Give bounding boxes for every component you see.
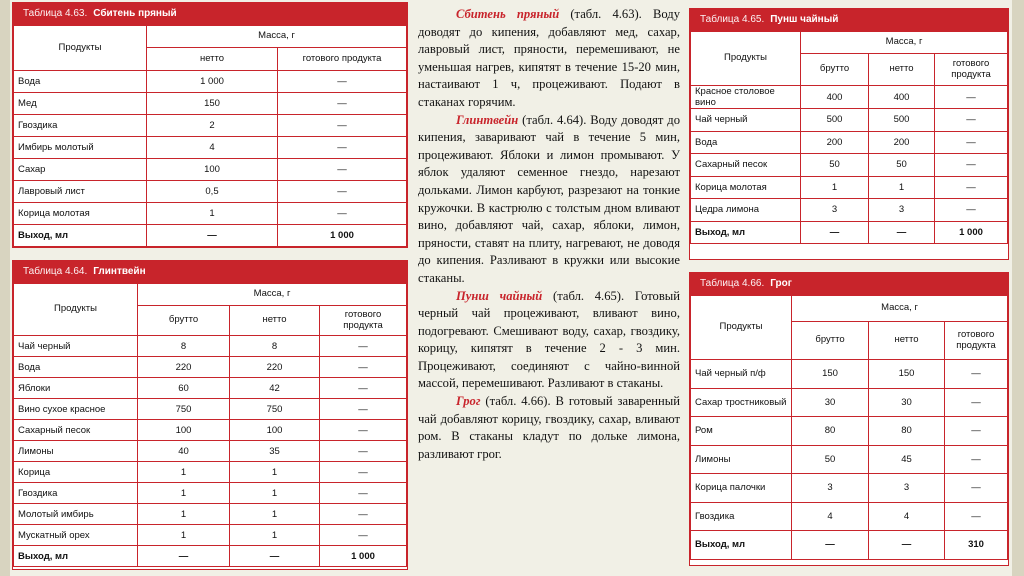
value-cell: 3 [869, 199, 935, 222]
value-cell: 310 [945, 531, 1008, 560]
value-cell: 42 [230, 378, 320, 399]
product-cell: Корица молотая [14, 203, 147, 225]
table-row [691, 199, 1008, 222]
product-cell: Ром [691, 417, 792, 446]
table-row [14, 137, 407, 159]
table-header [13, 261, 407, 283]
col-header: нетто [869, 54, 935, 86]
left-decor-stripe [0, 0, 10, 576]
table-number: Таблица 4.65. [700, 14, 765, 25]
product-cell: Лимоны [14, 441, 138, 462]
value-cell: — [869, 531, 945, 560]
col-header: брутто [801, 54, 869, 86]
value-cell: — [935, 176, 1008, 199]
table-row [691, 109, 1008, 132]
value-cell: 40 [138, 441, 230, 462]
value-cell: 4 [869, 502, 945, 531]
table-row [691, 176, 1008, 199]
table-row [14, 483, 407, 504]
value-cell: 200 [869, 131, 935, 154]
recipe-table [13, 283, 407, 567]
value-cell: — [278, 115, 407, 137]
value-cell: 1 000 [147, 71, 278, 93]
value-cell: 100 [147, 159, 278, 181]
table-row [14, 181, 407, 203]
value-cell: — [935, 86, 1008, 109]
product-cell: Сахарный песок [691, 154, 801, 177]
value-cell: 500 [801, 109, 869, 132]
table-row [14, 399, 407, 420]
mass-header: Масса, г [801, 32, 1008, 54]
table-number: Таблица 4.64. [23, 266, 88, 277]
recipe-title: Пунш чайный [456, 288, 543, 303]
value-cell: 50 [801, 154, 869, 177]
product-cell: Яблоки [14, 378, 138, 399]
recipe-paragraph [418, 393, 680, 463]
recipe-paragraph [418, 6, 680, 112]
value-cell: 8 [138, 336, 230, 357]
col-header: нетто [869, 322, 945, 360]
table-4-64 [12, 260, 408, 570]
table-number: Таблица 4.63. [23, 8, 88, 19]
value-cell: — [147, 225, 278, 247]
col-header: готового продукта [945, 322, 1008, 360]
value-cell: 400 [869, 86, 935, 109]
product-cell: Корица молотая [691, 176, 801, 199]
product-cell: Мускатный орех [14, 525, 138, 546]
table-header [690, 273, 1008, 295]
table-4-66 [689, 272, 1009, 566]
products-header: Продукты [14, 26, 147, 71]
value-cell: 3 [869, 474, 945, 503]
table-row [691, 154, 1008, 177]
value-cell: 220 [230, 357, 320, 378]
table-row [14, 115, 407, 137]
value-cell: — [945, 388, 1008, 417]
value-cell: — [320, 420, 407, 441]
value-cell: 50 [792, 445, 869, 474]
value-cell: 150 [147, 93, 278, 115]
value-cell: 1 [230, 483, 320, 504]
products-header: Продукты [14, 284, 138, 336]
table-row [691, 86, 1008, 109]
table-row [14, 71, 407, 93]
product-cell: Гвоздика [691, 502, 792, 531]
value-cell: 1 [230, 462, 320, 483]
value-cell: 2 [147, 115, 278, 137]
table-row [691, 531, 1008, 560]
value-cell: 400 [801, 86, 869, 109]
product-cell: Имбирь молотый [14, 137, 147, 159]
table-row [691, 131, 1008, 154]
value-cell: 1 [869, 176, 935, 199]
value-cell: 1 [138, 462, 230, 483]
value-cell: — [320, 525, 407, 546]
value-cell: — [278, 71, 407, 93]
value-cell: 3 [801, 199, 869, 222]
products-header: Продукты [691, 32, 801, 86]
value-cell: 50 [869, 154, 935, 177]
product-cell: Цедра лимона [691, 199, 801, 222]
recipe-table [13, 25, 407, 247]
table-row [14, 504, 407, 525]
recipe-body: (табл. 4.63). Воду доводят до кипения, добавляют мед, сахар, лавровый лист, пряности, перемешивают, не уменьшая нагрев, кипятят в течение 15-20 мин, настаивают 1 ч, процеживают. Подают в стаканах горячим. [418, 7, 680, 109]
table-4-65 [689, 8, 1009, 260]
value-cell: — [945, 360, 1008, 389]
mass-header: Масса, г [147, 26, 407, 48]
col-header: готового продукта [935, 54, 1008, 86]
table-row [14, 378, 407, 399]
table-row [14, 203, 407, 225]
value-cell: — [278, 93, 407, 115]
table-row [14, 225, 407, 247]
product-cell: Корица палочки [691, 474, 792, 503]
value-cell: 1 [147, 203, 278, 225]
recipe-paragraph [418, 288, 680, 394]
recipe-title: Сбитень пряный [456, 7, 560, 21]
product-cell: Лимоны [691, 445, 792, 474]
table-row [691, 388, 1008, 417]
product-cell: Выход, мл [691, 221, 801, 244]
table-title: Сбитень пряный [93, 8, 177, 19]
value-cell: 1 [801, 176, 869, 199]
product-cell: Сахар [14, 159, 147, 181]
value-cell: — [320, 378, 407, 399]
product-cell: Выход, мл [14, 546, 138, 567]
value-cell: 30 [792, 388, 869, 417]
value-cell: 500 [869, 109, 935, 132]
right-decor-stripe [1012, 0, 1024, 576]
table-row [14, 525, 407, 546]
value-cell: 30 [869, 388, 945, 417]
value-cell: — [935, 131, 1008, 154]
table-row [14, 441, 407, 462]
value-cell: — [320, 504, 407, 525]
value-cell: 0,5 [147, 181, 278, 203]
col-header: брутто [138, 306, 230, 336]
value-cell: 80 [792, 417, 869, 446]
value-cell: — [320, 357, 407, 378]
table-row [691, 474, 1008, 503]
product-cell: Мед [14, 93, 147, 115]
product-cell: Вино сухое красное [14, 399, 138, 420]
product-cell: Выход, мл [691, 531, 792, 560]
product-cell: Корица [14, 462, 138, 483]
table-title: Грог [770, 278, 792, 289]
table-row [691, 221, 1008, 244]
value-cell: — [320, 399, 407, 420]
table-title: Пунш чайный [770, 14, 839, 25]
value-cell: 100 [138, 420, 230, 441]
table-row [14, 546, 407, 567]
table-row [14, 336, 407, 357]
product-cell: Лавровый лист [14, 181, 147, 203]
recipe-text [418, 6, 680, 463]
table-header [13, 3, 407, 25]
product-cell: Гвоздика [14, 115, 147, 137]
product-cell: Чай черный [14, 336, 138, 357]
value-cell: — [935, 154, 1008, 177]
value-cell: — [801, 221, 869, 244]
recipe-paragraph [418, 112, 680, 288]
col-header: готового продукта [320, 306, 407, 336]
value-cell: — [935, 109, 1008, 132]
table-4-63 [12, 2, 408, 248]
value-cell: — [230, 546, 320, 567]
table-row [691, 417, 1008, 446]
value-cell: 45 [869, 445, 945, 474]
product-cell: Выход, мл [14, 225, 147, 247]
value-cell: — [138, 546, 230, 567]
products-header: Продукты [691, 296, 792, 360]
value-cell: — [869, 221, 935, 244]
recipe-title: Грог [456, 394, 481, 409]
table-row [691, 502, 1008, 531]
value-cell: 4 [792, 502, 869, 531]
value-cell: 4 [147, 137, 278, 159]
table-row [14, 462, 407, 483]
value-cell: — [278, 137, 407, 159]
value-cell: — [278, 203, 407, 225]
value-cell: 1 000 [320, 546, 407, 567]
value-cell: — [945, 445, 1008, 474]
mass-header: Масса, г [138, 284, 407, 306]
table-row [14, 159, 407, 181]
mass-header: Масса, г [792, 296, 1008, 322]
col-header: нетто [147, 48, 278, 71]
value-cell: — [320, 336, 407, 357]
table-header [690, 9, 1008, 31]
recipe-body: (табл. 4.66). В готовый заваренный чай добавляют корицу, гвоздику, сахар, вливают ром. В стаканы кладут по дольке лимона, разливают грог. [418, 394, 680, 461]
value-cell: 1 000 [278, 225, 407, 247]
recipe-table [690, 295, 1008, 560]
value-cell: — [320, 441, 407, 462]
value-cell: 3 [792, 474, 869, 503]
product-cell: Вода [14, 357, 138, 378]
product-cell: Чай черный п/ф [691, 360, 792, 389]
value-cell: 220 [138, 357, 230, 378]
table-row [14, 420, 407, 441]
value-cell: 150 [869, 360, 945, 389]
value-cell: 1 [138, 483, 230, 504]
value-cell: 1 000 [935, 221, 1008, 244]
value-cell: 60 [138, 378, 230, 399]
value-cell: 150 [792, 360, 869, 389]
value-cell: 8 [230, 336, 320, 357]
col-header: нетто [230, 306, 320, 336]
value-cell: 750 [138, 399, 230, 420]
value-cell: 1 [138, 525, 230, 546]
product-cell: Молотый имбирь [14, 504, 138, 525]
recipe-body: (табл. 4.65). Готовый черный чай процеживают, вливают вино, подогревают. Смешивают воду, сахар, гвоздику, корицу, кипятят в течение 2 - 3 мин. Процеживают, соединяют с чайно-винной массой, перемешивают. Разливают в стаканы. [418, 288, 680, 391]
value-cell: — [945, 474, 1008, 503]
product-cell: Вода [691, 131, 801, 154]
table-row [14, 357, 407, 378]
value-cell: 1 [230, 504, 320, 525]
col-header: брутто [792, 322, 869, 360]
value-cell: — [935, 199, 1008, 222]
value-cell: — [320, 462, 407, 483]
table-row [14, 93, 407, 115]
value-cell: — [320, 483, 407, 504]
table-row [691, 360, 1008, 389]
recipe-body: (табл. 4.64). Воду доводят до кипения, заваривают чай в течение 5 мин, процеживают. Яблоки и лимон промывают. У яблок удаляют семенное гнездо, нарезают дольками. Лимон карбуют, разрезают на тонкие кружочки. В кастрюлю с толстым дном вливают вино, добавляют чай, сахар, яблоки, лимон, пряности, ставят на плиту, нагревают, не доводя до кипения. Разливают в кружки или высокие стаканы. [418, 112, 680, 285]
value-cell: 200 [801, 131, 869, 154]
product-cell: Красное столовое вино [691, 86, 801, 109]
product-cell: Сахарный песок [14, 420, 138, 441]
recipe-table [690, 31, 1008, 244]
value-cell: — [278, 159, 407, 181]
recipe-title: Глинтвейн [456, 112, 519, 127]
value-cell: — [278, 181, 407, 203]
product-cell: Вода [14, 71, 147, 93]
value-cell: 1 [138, 504, 230, 525]
table-title: Глинтвейн [93, 266, 146, 277]
value-cell: 35 [230, 441, 320, 462]
value-cell: 100 [230, 420, 320, 441]
value-cell: — [945, 502, 1008, 531]
value-cell: 750 [230, 399, 320, 420]
product-cell: Чай черный [691, 109, 801, 132]
col-header: готового продукта [278, 48, 407, 71]
value-cell: 80 [869, 417, 945, 446]
table-number: Таблица 4.66. [700, 278, 765, 289]
value-cell: 1 [230, 525, 320, 546]
table-row [691, 445, 1008, 474]
value-cell: — [945, 417, 1008, 446]
value-cell: — [792, 531, 869, 560]
product-cell: Гвоздика [14, 483, 138, 504]
product-cell: Сахар тростниковый [691, 388, 792, 417]
